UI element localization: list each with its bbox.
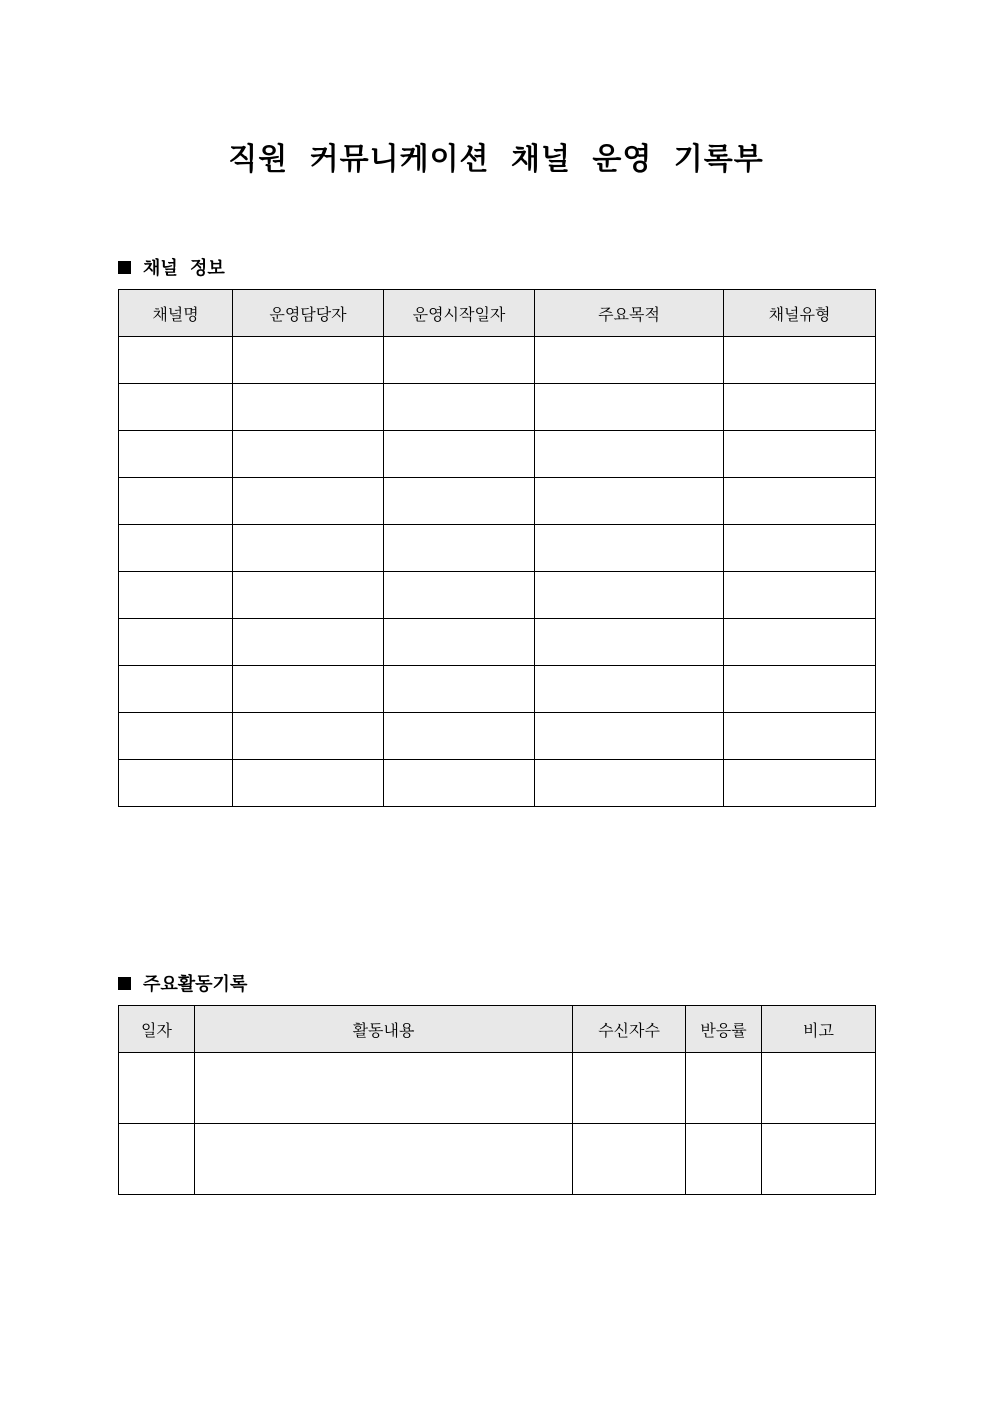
channel-table-cell[interactable] (535, 619, 724, 666)
document-title: 직원 커뮤니케이션 채널 운영 기록부 (228, 142, 764, 177)
table-row (119, 572, 876, 619)
activity-table-cell[interactable] (573, 1053, 686, 1124)
channel-table-cell[interactable] (384, 337, 535, 384)
channel-table-cell[interactable] (724, 525, 876, 572)
table-row (119, 1124, 876, 1195)
column-header-manager: 운영담당자 (233, 290, 384, 337)
channel-table-cell[interactable] (724, 337, 876, 384)
channel-table-cell[interactable] (233, 431, 384, 478)
activity-section-heading (118, 970, 247, 996)
column-header-start-date: 운영시작일자 (384, 290, 535, 337)
column-header-remarks: 비고 (762, 1006, 876, 1053)
channel-table-cell[interactable] (535, 713, 724, 760)
channel-table-cell[interactable] (119, 666, 233, 713)
channel-table-cell[interactable] (233, 713, 384, 760)
activity-table-cell[interactable] (119, 1053, 195, 1124)
channel-table-cell[interactable] (233, 478, 384, 525)
channel-table-cell[interactable] (724, 760, 876, 807)
activity-table-cell[interactable] (195, 1124, 573, 1195)
table-row (119, 1053, 876, 1124)
table-row (119, 431, 876, 478)
column-header-channel-type: 채널유형 (724, 290, 876, 337)
channel-table-cell[interactable] (535, 572, 724, 619)
channel-table-cell[interactable] (233, 666, 384, 713)
channel-table-cell[interactable] (535, 760, 724, 807)
table-header-row (119, 1006, 876, 1053)
channel-table-cell[interactable] (119, 760, 233, 807)
channel-table-cell[interactable] (384, 431, 535, 478)
channel-section-label: 채널 정보 (143, 258, 225, 279)
channel-table-cell[interactable] (535, 525, 724, 572)
channel-info-table (118, 289, 876, 807)
table-row (119, 713, 876, 760)
activity-table-cell[interactable] (686, 1053, 762, 1124)
column-header-recipients: 수신자수 (573, 1006, 686, 1053)
channel-table-cell[interactable] (233, 384, 384, 431)
channel-table-cell[interactable] (119, 619, 233, 666)
column-header-response-rate: 반응률 (686, 1006, 762, 1053)
channel-table-cell[interactable] (233, 572, 384, 619)
channel-table-cell[interactable] (384, 572, 535, 619)
column-header-channel-name: 채널명 (119, 290, 233, 337)
channel-table-cell[interactable] (724, 384, 876, 431)
channel-table-cell[interactable] (384, 713, 535, 760)
column-header-activity: 활동내용 (195, 1006, 573, 1053)
channel-table-cell[interactable] (233, 619, 384, 666)
table-row (119, 337, 876, 384)
table-row (119, 478, 876, 525)
activity-table-cell[interactable] (573, 1124, 686, 1195)
channel-table-cell[interactable] (384, 666, 535, 713)
activity-table-cell[interactable] (762, 1124, 876, 1195)
activity-table-cell[interactable] (119, 1124, 195, 1195)
table-row (119, 760, 876, 807)
activity-section-label: 주요활동기록 (143, 974, 248, 995)
channel-table-cell[interactable] (233, 525, 384, 572)
channel-table-cell[interactable] (535, 337, 724, 384)
table-row (119, 666, 876, 713)
channel-table-cell[interactable] (119, 525, 233, 572)
channel-table-cell[interactable] (119, 572, 233, 619)
channel-table-cell[interactable] (384, 478, 535, 525)
activity-table-cell[interactable] (195, 1053, 573, 1124)
channel-table-cell[interactable] (119, 337, 233, 384)
channel-table-cell[interactable] (384, 525, 535, 572)
channel-table-cell[interactable] (384, 760, 535, 807)
table-row (119, 525, 876, 572)
channel-table-cell[interactable] (724, 572, 876, 619)
channel-table-cell[interactable] (724, 478, 876, 525)
channel-table-cell[interactable] (233, 337, 384, 384)
square-bullet-icon (118, 261, 131, 274)
table-row (119, 384, 876, 431)
channel-table-cell[interactable] (724, 666, 876, 713)
table-row (119, 619, 876, 666)
channel-table-cell[interactable] (233, 760, 384, 807)
channel-table-cell[interactable] (724, 713, 876, 760)
channel-table-cell[interactable] (535, 431, 724, 478)
column-header-date: 일자 (119, 1006, 195, 1053)
channel-table-cell[interactable] (535, 384, 724, 431)
channel-table-cell[interactable] (119, 478, 233, 525)
channel-section-heading (118, 254, 225, 280)
channel-table-cell[interactable] (724, 431, 876, 478)
activity-table-cell[interactable] (686, 1124, 762, 1195)
channel-table-cell[interactable] (535, 478, 724, 525)
channel-table-cell[interactable] (535, 666, 724, 713)
channel-table-cell[interactable] (384, 619, 535, 666)
channel-table-cell[interactable] (384, 384, 535, 431)
channel-table-cell[interactable] (119, 431, 233, 478)
activity-record-table (118, 1005, 876, 1195)
column-header-purpose: 주요목적 (535, 290, 724, 337)
activity-table-cell[interactable] (762, 1053, 876, 1124)
table-header-row (119, 290, 876, 337)
channel-table-cell[interactable] (119, 384, 233, 431)
channel-table-cell[interactable] (724, 619, 876, 666)
channel-table-cell[interactable] (119, 713, 233, 760)
square-bullet-icon (118, 977, 131, 990)
